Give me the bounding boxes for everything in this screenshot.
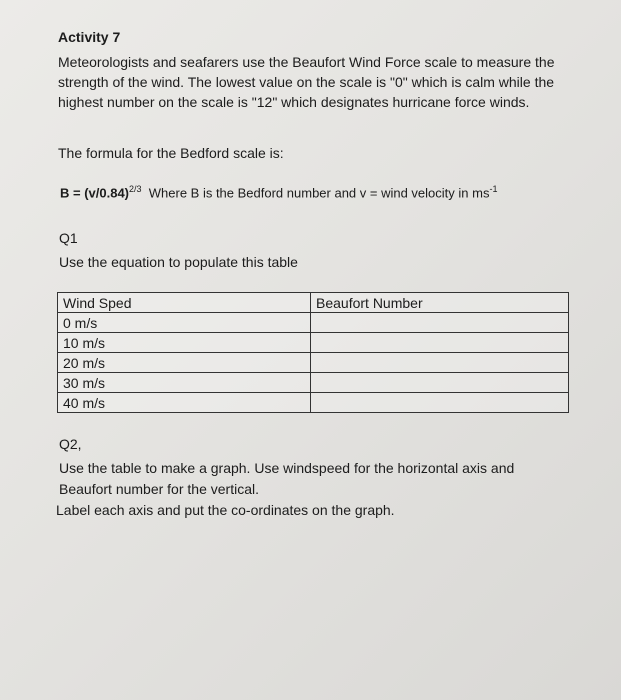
beaufort-cell[interactable] bbox=[311, 333, 569, 353]
table-row bbox=[58, 353, 569, 373]
unit-exponent: -1 bbox=[489, 184, 498, 194]
wind-speed-cell: 10 m/s bbox=[58, 333, 311, 353]
formula-description: Where B is the Bedford number and v = wind velocity in ms bbox=[148, 185, 490, 201]
formula-main: B = (v/0.84) bbox=[60, 185, 130, 201]
wind-speed-cell: 20 m/s bbox=[58, 353, 311, 373]
table-row bbox=[58, 393, 569, 413]
beaufort-cell[interactable] bbox=[311, 393, 569, 413]
q1-label: Q1 bbox=[59, 230, 78, 246]
q2-label-instruction: Label each axis and put the co-ordinates on the graph. bbox=[56, 502, 395, 518]
beaufort-cell[interactable] bbox=[311, 313, 569, 333]
table-row bbox=[58, 313, 569, 333]
wind-speed-cell: 0 m/s bbox=[58, 313, 311, 333]
formula-exponent: 2/3 bbox=[129, 184, 142, 194]
q2-label: Q2, bbox=[59, 436, 82, 452]
header-beaufort-number: Beaufort Number bbox=[311, 293, 569, 313]
wind-speed-cell: 40 m/s bbox=[58, 393, 311, 413]
q2-instruction: Use the table to make a graph. Use windspeed for the horizontal axis and Beaufort number for the vertical. bbox=[59, 460, 515, 497]
q1-instruction: Use the equation to populate this table bbox=[59, 254, 298, 270]
wind-speed-cell: 30 m/s bbox=[58, 373, 311, 393]
intro-paragraph: Meteorologists and seafarers use the Beaufort Wind Force scale to measure the strength of the wind. The lowest value on the scale is "0" which is calm while the highest number on the scale is "12" which designates hurricane force winds. bbox=[58, 54, 555, 110]
wind-table bbox=[57, 292, 569, 413]
formula-line bbox=[60, 184, 497, 200]
table-row bbox=[58, 373, 569, 393]
activity-title: Activity 7 bbox=[58, 29, 121, 45]
formula-intro: The formula for the Bedford scale is: bbox=[58, 145, 284, 161]
table-header-row bbox=[58, 293, 569, 313]
beaufort-cell[interactable] bbox=[311, 373, 569, 393]
table-row bbox=[58, 333, 569, 353]
header-wind-speed: Wind Sped bbox=[58, 293, 311, 313]
beaufort-cell[interactable] bbox=[311, 353, 569, 373]
